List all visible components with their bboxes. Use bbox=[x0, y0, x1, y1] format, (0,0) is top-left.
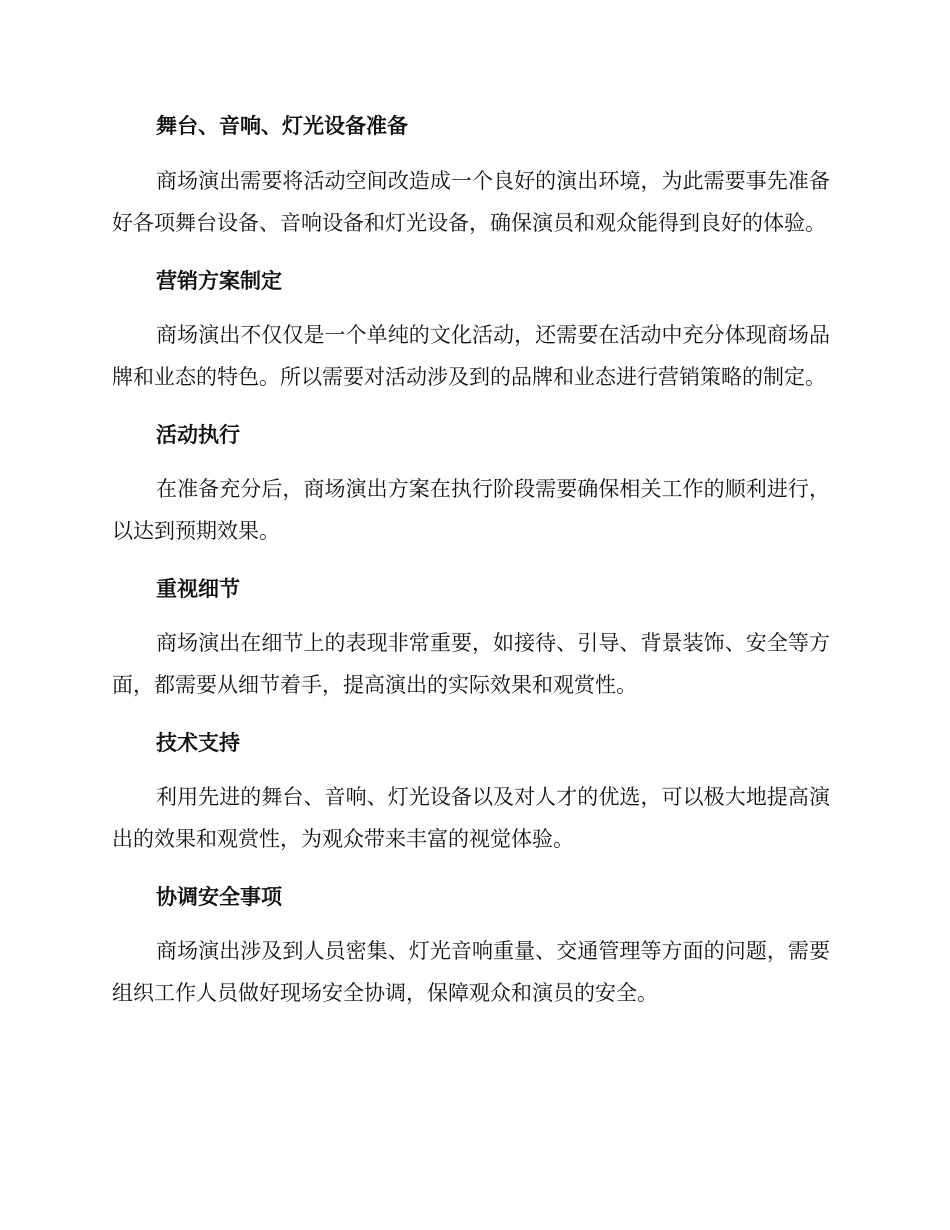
section-heading: 活动执行 bbox=[156, 423, 240, 447]
section-technical-support bbox=[112, 723, 830, 860]
section-paragraph: 商场演出涉及到人员密集、灯光音响重量、交通管理等方面的问题，需要组织工作人员做好现场安全协调，保障观众和演员的安全。 bbox=[112, 939, 830, 1005]
section-details bbox=[112, 569, 830, 706]
section-paragraph: 在准备充分后，商场演出方案在执行阶段需要确保相关工作的顺利进行，以达到预期效果。 bbox=[112, 477, 830, 543]
section-paragraph: 商场演出在细节上的表现非常重要，如接待、引导、背景装饰、安全等方面，都需要从细节着手，提高演出的实际效果和观赏性。 bbox=[112, 631, 830, 697]
section-heading: 协调安全事项 bbox=[156, 885, 282, 909]
section-paragraph: 利用先进的舞台、音响、灯光设备以及对人才的优选，可以极大地提高演出的效果和观赏性，为观众带来丰富的视觉体验。 bbox=[112, 785, 830, 851]
section-safety-coordination bbox=[112, 877, 830, 1014]
section-paragraph: 商场演出需要将活动空间改造成一个良好的演出环境，为此需要事先准备好各项舞台设备、音响设备和灯光设备，确保演员和观众能得到良好的体验。 bbox=[112, 169, 830, 235]
section-marketing-plan bbox=[112, 261, 830, 398]
section-heading: 重视细节 bbox=[156, 577, 240, 601]
section-stage-equipment bbox=[112, 106, 830, 244]
section-heading: 技术支持 bbox=[156, 731, 240, 755]
section-paragraph: 商场演出不仅仅是一个单纯的文化活动，还需要在活动中充分体现商场品牌和业态的特色。所以需要对活动涉及到的品牌和业态进行营销策略的制定。 bbox=[112, 323, 830, 389]
document-page bbox=[112, 106, 830, 1014]
section-execution bbox=[112, 415, 830, 552]
section-heading: 舞台、音响、灯光设备准备 bbox=[156, 114, 408, 138]
section-heading: 营销方案制定 bbox=[156, 269, 282, 293]
